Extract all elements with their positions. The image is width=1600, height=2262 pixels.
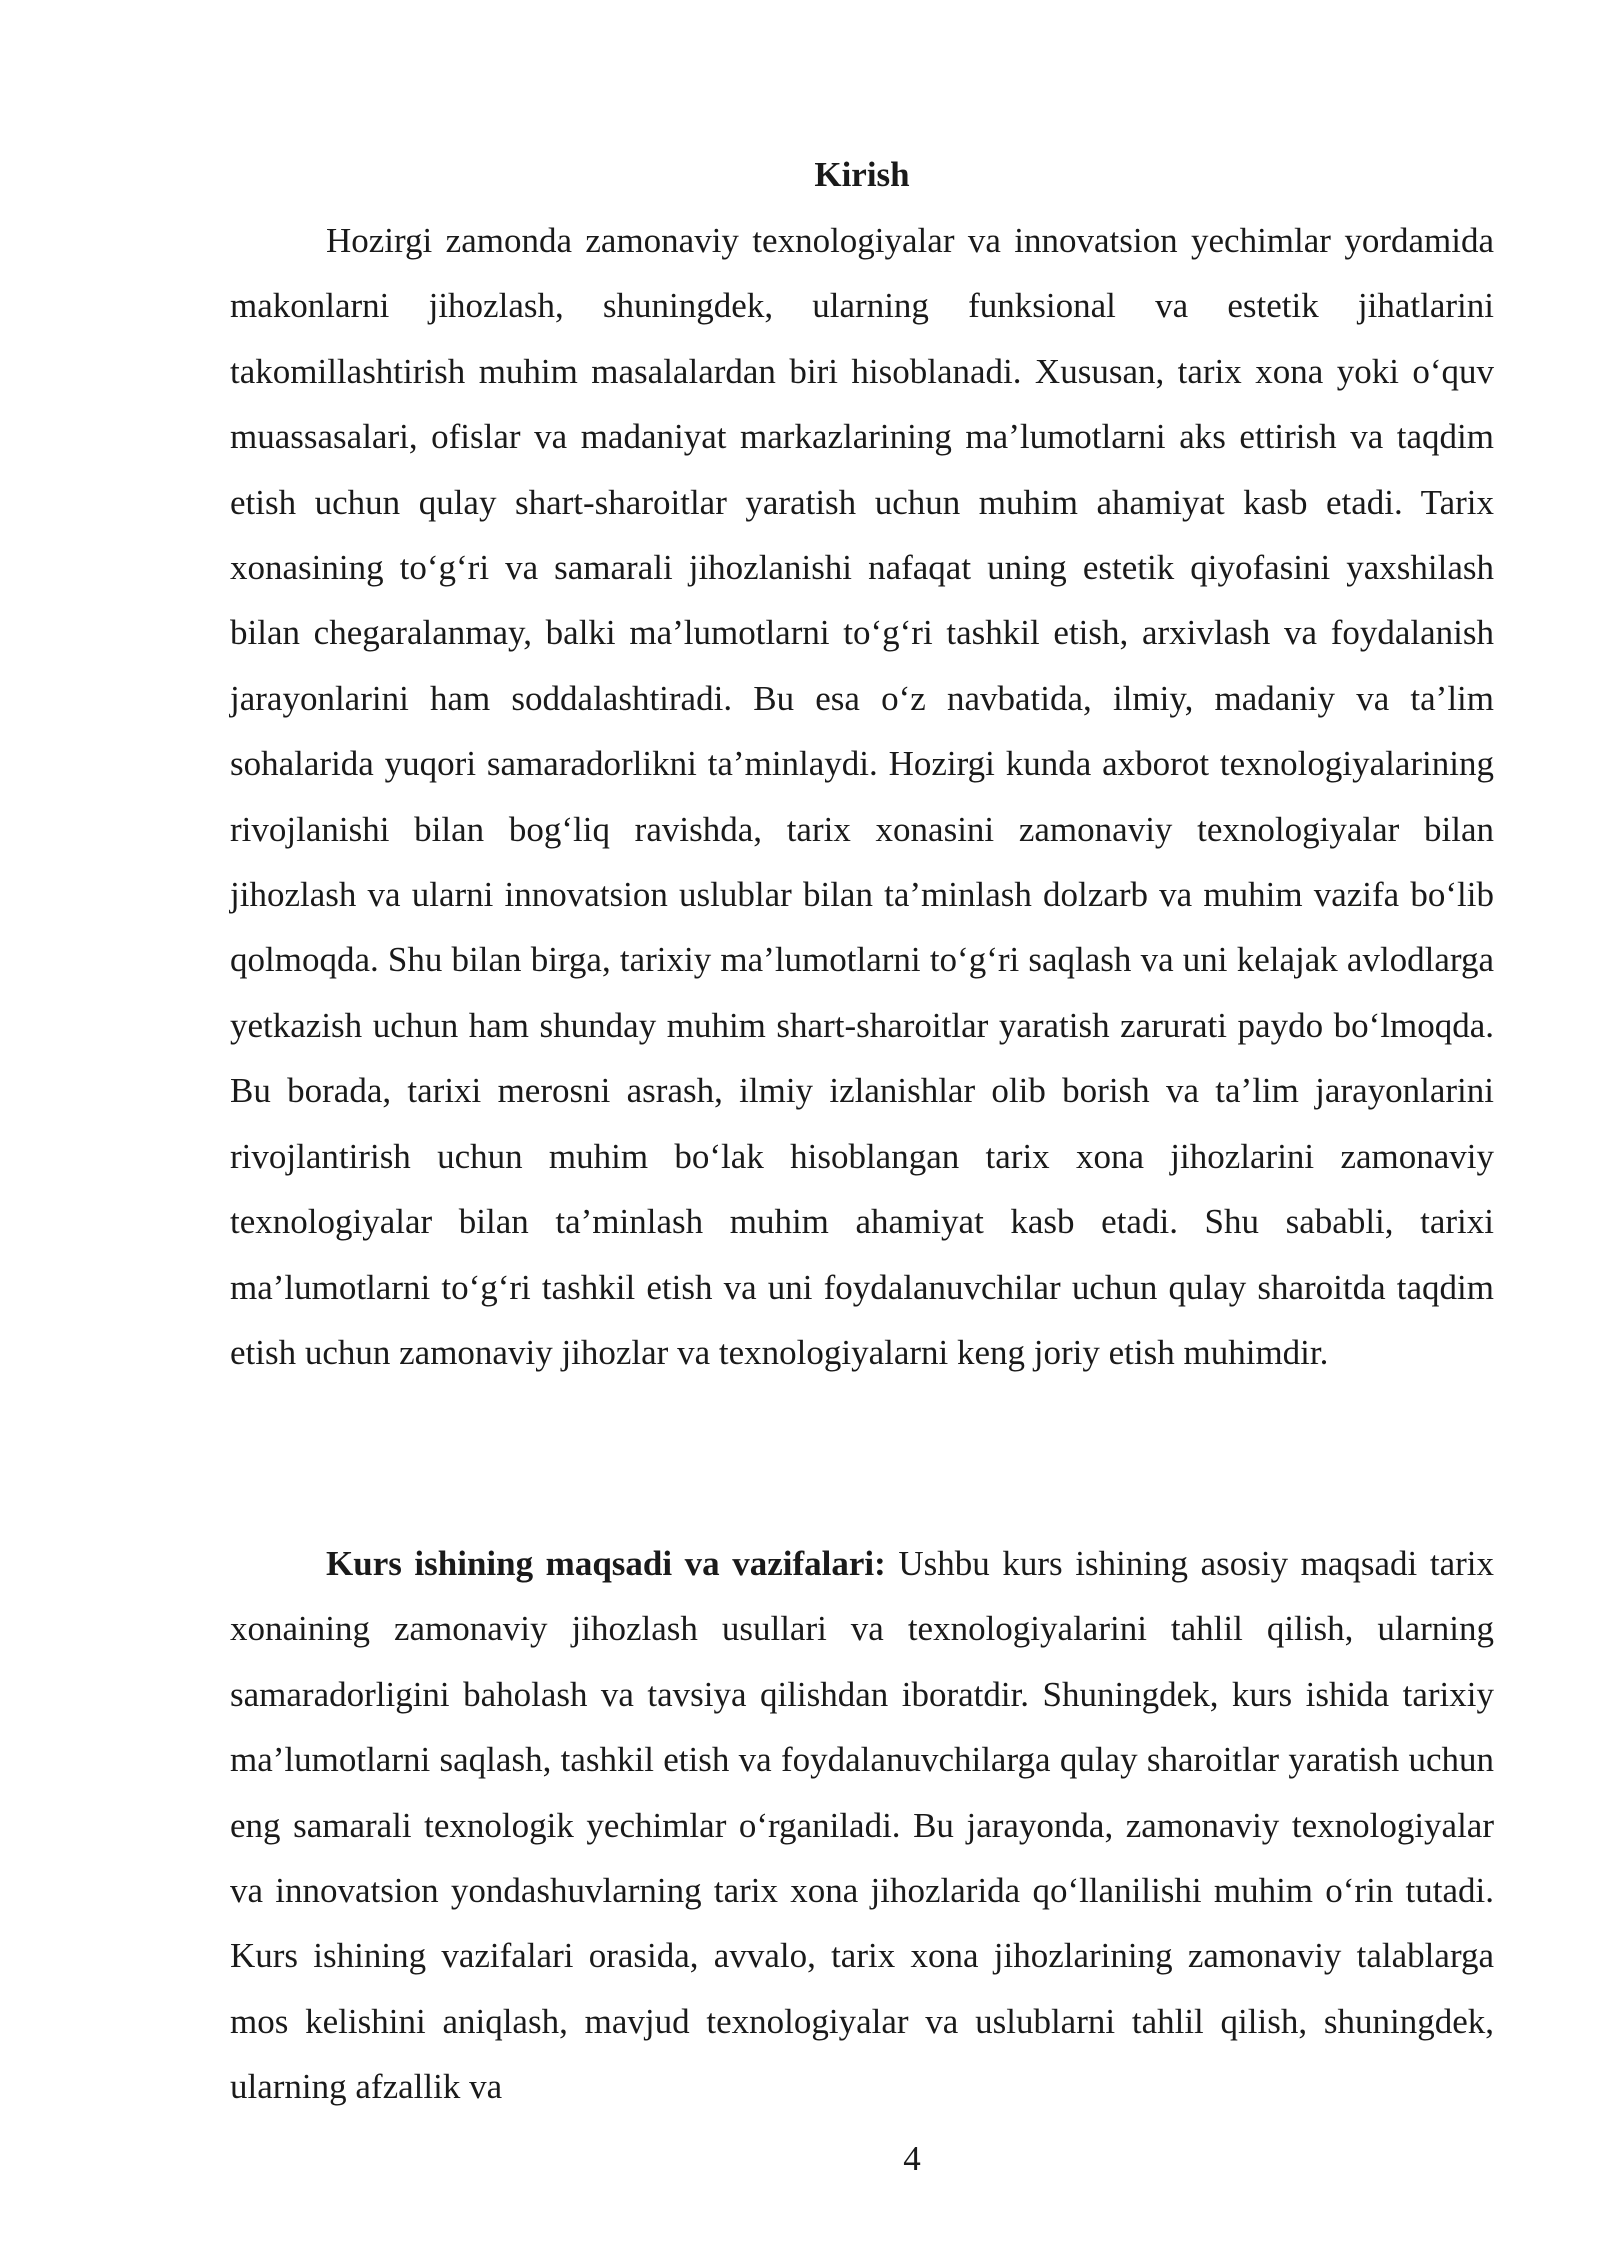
section-heading: Kirish bbox=[814, 155, 910, 194]
goals-paragraph-lead: Kurs ishining maqsadi va vazifalari: bbox=[326, 1544, 886, 1583]
goals-paragraph bbox=[230, 1531, 1494, 2120]
page-number: 4 bbox=[903, 2139, 921, 2178]
goals-paragraph-text: Ushbu kurs ishining asosiy maqsadi tarix xonaining zamonaviy jihozlash usullari va texnologiyalarini tahlil qilish, ularning samaradorligini baholash va tavsiya qilishdan iboratdir. Shuningdek, kurs ishida tarixiy ma’lumotlarni saqlash, tashkil etish va foydalanuvchilarga qulay sharoitlar yaratish uchun eng samarali texnologik yechimlar o‘rganiladi. Bu jarayonda, zamonaviy texnologiyalar va innovatsion yondashuvlarning tarix xona jihozlarida qo‘llanilishi muhim o‘rin tutadi. Kurs ishining vazifalari orasida, avvalo, tarix xona jihozlarining zamonaviy talablarga mos kelishini aniqlash, mavjud texnologiyalar va uslublarni tahlil qilish, shuningdek, ularning afzallik va bbox=[230, 1544, 1494, 2107]
intro-paragraph: Hozirgi zamonda zamonaviy texnologiyalar va innovatsion yechimlar yordamida makonlarni jihozlash, shuningdek, ularning funksional va estetik jihatlarini takomillashtirish muhim masalalardan biri hisoblanadi. Xususan, tarix xona yoki o‘quv muassasalari, ofislar va madaniyat markazlarining ma’lumotlarni aks ettirish va taqdim etish uchun qulay shart-sharoitlar yaratish uchun muhim ahamiyat kasb etadi. Tarix xonasining to‘g‘ri va samarali jihozlanishi nafaqat uning estetik qiyofasini yaxshilash bilan chegaralanmay, balki ma’lumotlarni to‘g‘ri tashkil etish, arxivlash va foydalanish jarayonlarini ham soddalashtiradi. Bu esa o‘z navbatida, ilmiy, madaniy va ta’lim sohalarida yuqori samaradorlikni ta’minlaydi. Hozirgi kunda axborot texnologiyalarining rivojlanishi bilan bog‘liq ravishda, tarix xonasini zamonaviy texnologiyalar bilan jihozlash va ularni innovatsion uslublar bilan ta’minlash dolzarb va muhim vazifa bo‘lib qolmoqda. Shu bilan birga, tarixiy ma’lumotlarni to‘g‘ri saqlash va uni kelajak avlodlarga yetkazish uchun ham shunday muhim shart-sharoitlar yaratish zarurati paydo bo‘lmoqda. Bu borada, tarixi merosni asrash, ilmiy izlanishlar olib borish va ta’lim jarayonlarini rivojlantirish uchun muhim bo‘lak hisoblangan tarix xona jihozlarini zamonaviy texnologiyalar bilan ta’minlash muhim ahamiyat kasb etadi. Shu sababli, tarixi ma’lumotlarni to‘g‘ri tashkil etish va uni foydalanuvchilar uchun qulay sharoitda taqdim etish uchun zamonaviy jihozlar va texnologiyalarni keng joriy etish muhimdir. bbox=[230, 221, 1494, 1372]
